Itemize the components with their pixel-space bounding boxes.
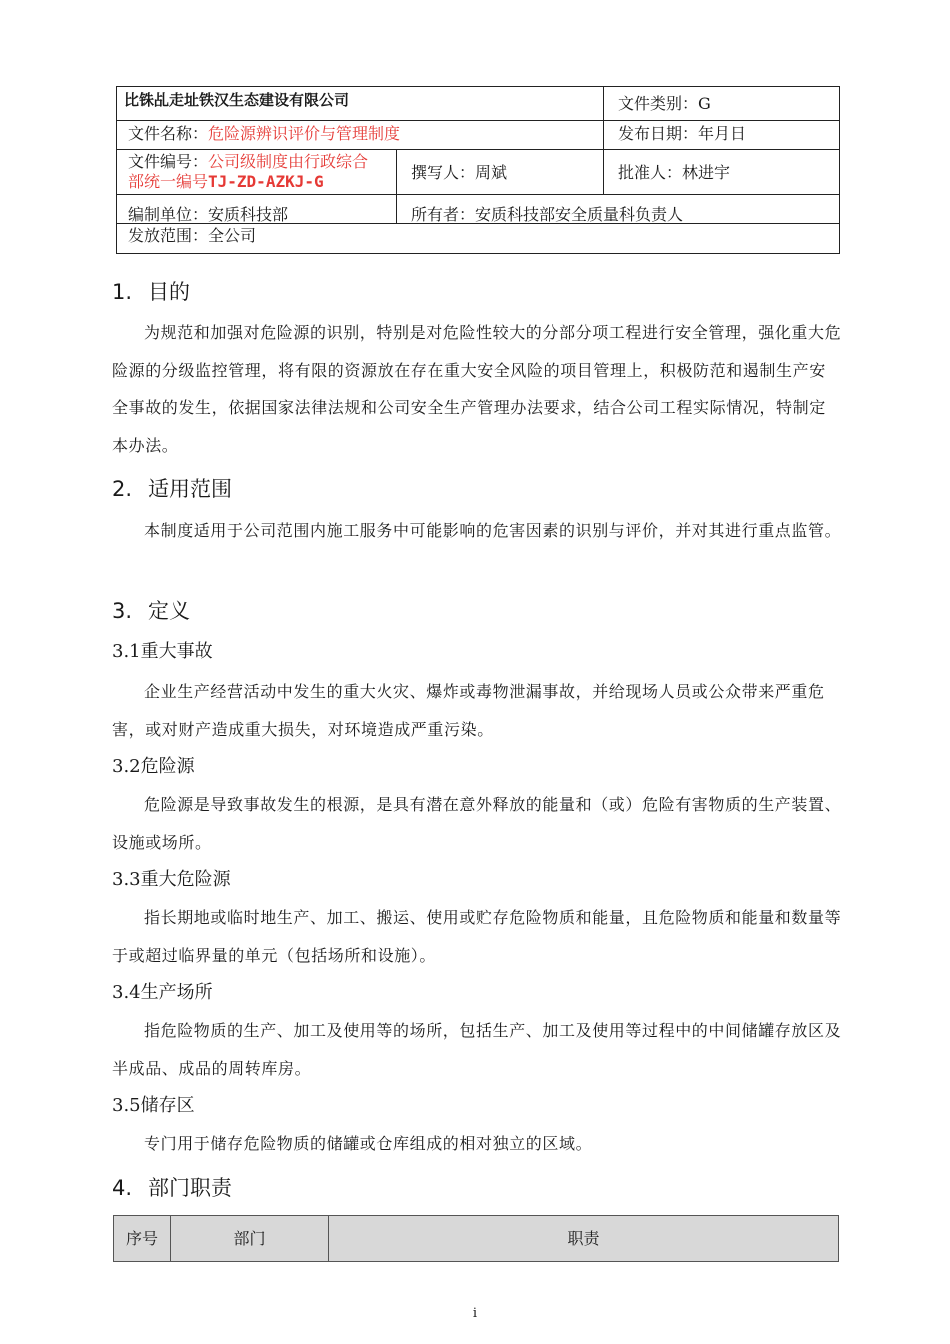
file-number-code: TJ-ZD-AZKJ-G [208, 172, 324, 191]
duty-table-header [113, 1215, 839, 1262]
subsection-3-2-heading: 3.2危险源 [112, 756, 195, 777]
file-name-value: 危险源辨识评价与管理制度 [208, 124, 401, 143]
document-info-table [116, 86, 840, 254]
section-number: 3. [112, 599, 133, 623]
subsection-3-4-body: 指危险物质的生产、加工及使用等的场所，包括生产、加工及使用等过程中的中间储罐存放区及半成品、成品的周转库房。 [112, 1021, 842, 1078]
table-divider [117, 194, 839, 195]
table-divider [396, 149, 397, 223]
subsection-3-3-body: 指长期地或临时地生产、加工、搬运、使用或贮存危险物质和能量，且危险物质和能量和数量等于或超过临界量的单元（包括场所和设施）。 [112, 908, 842, 965]
subsection-3-1-heading: 3.1重大事故 [112, 641, 213, 662]
approver: 批准人：林进宇 [618, 163, 731, 182]
publish-date: 发布日期：年月日 [618, 124, 747, 143]
file-name-label: 文件名称： [128, 124, 209, 143]
section-title: 目的 [148, 280, 190, 304]
file-number-field [128, 152, 368, 172]
section-number: 4. [112, 1176, 133, 1200]
section-title: 部门职责 [148, 1176, 232, 1200]
column-header-index: 序号 [114, 1216, 171, 1261]
page-number: i [472, 1306, 478, 1321]
section-number: 2. [112, 477, 133, 501]
file-number-value-line1: 公司级制度由行政综合 [208, 152, 369, 171]
table-divider [603, 87, 604, 194]
file-name-field [128, 124, 400, 144]
column-header-duty: 职责 [567, 1229, 600, 1248]
file-number-prefix: 部统一编号 [128, 172, 209, 191]
section-1-heading [112, 278, 190, 306]
section-2-heading [112, 475, 232, 503]
compiler: 编制单位：安质科技部 [128, 205, 289, 224]
file-number-label: 文件编号： [128, 152, 209, 171]
section-number: 1. [112, 280, 133, 304]
section-4-heading [112, 1174, 232, 1202]
subsection-3-1-body: 企业生产经营活动中发生的重大火灾、爆炸或毒物泄漏事故，并给现场人员或公众带来严重危害，或对财产造成重大损失，对环境造成严重污染。 [112, 682, 825, 739]
section-title: 定义 [148, 599, 190, 623]
table-divider [117, 149, 839, 150]
column-header-department: 部门 [171, 1216, 329, 1261]
author: 撰写人：周斌 [411, 163, 508, 182]
subsection-3-4-heading: 3.4生产场所 [112, 982, 213, 1003]
section-3-heading [112, 597, 190, 625]
subsection-3-5-heading: 3.5储存区 [112, 1095, 195, 1116]
subsection-3-2-body: 危险源是导致事故发生的根源，是具有潜在意外释放的能量和（或）危险有害物质的生产装置、设施或场所。 [112, 795, 842, 852]
subsection-3-3-heading: 3.3重大危险源 [112, 869, 231, 890]
section-title: 适用范围 [148, 477, 232, 501]
section-1-body: 为规范和加强对危险源的识别，特别是对危险性较大的分部分项工程进行安全管理，强化重大危险源的分级监控管理，将有限的资源放在存在重大安全风险的项目管理上，积极防范和遏制生产安全事故的发生，依据国家法律法规和公司安全生产管理办法要求，结合公司工程实际情况，特制定本办法。 [112, 323, 842, 455]
file-number-value-line2 [128, 172, 324, 192]
company-name: 比铢乩走址铁汉生态建设有限公司 [124, 91, 350, 109]
section-2-body: 本制度适用于公司范围内施工服务中可能影响的危害因素的识别与评价，并对其进行重点监管。 [144, 521, 842, 540]
owner: 所有者：安质科技部安全质量科负责人 [411, 205, 684, 224]
subsection-3-5-body: 专门用于储存危险物质的储罐或仓库组成的相对独立的区域。 [144, 1134, 593, 1153]
file-category: 文件类别：G [618, 94, 711, 113]
table-divider [117, 120, 839, 121]
distribution-scope: 发放范围：全公司 [128, 226, 257, 245]
